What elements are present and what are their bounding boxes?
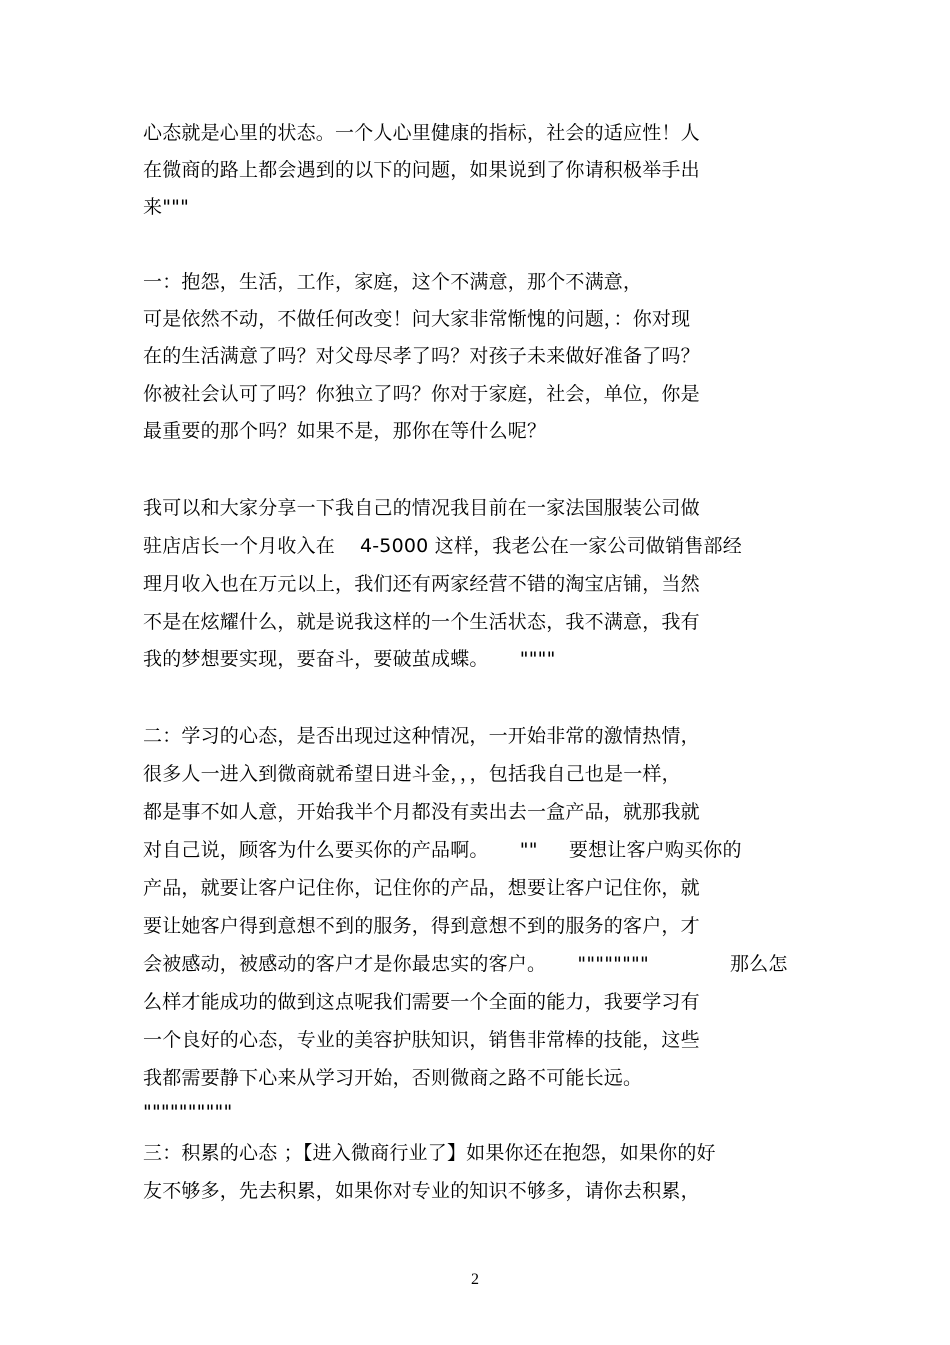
text-line: 要让她客户得到意想不到的服务，得到意想不到的服务的客户，才: [143, 915, 700, 937]
text-line: 来""": [143, 196, 190, 218]
text-line: 很多人一进入到微商就希望日进斗金，，，包括我自己也是一样，: [143, 763, 681, 785]
text-line: 么样才能成功的做到这点呢我们需要一个全面的能力，我要学习有: [143, 991, 700, 1013]
text-line: 不是在炫耀什么，就是说我这样的一个生活状态，我不满意，我有: [143, 611, 700, 633]
text-line: 在微商的路上都会遇到的以下的问题，如果说到了你请积极举手出: [143, 159, 700, 181]
text-line: 最重要的那个吗？如果不是，那你在等什么呢？: [143, 420, 547, 442]
text-line: 我的梦想要实现，要奋斗，要破茧成蝶。 """": [143, 648, 556, 670]
text-line: 你被社会认可了吗？你独立了吗？你对于家庭，社会，单位，你是: [143, 383, 700, 405]
page-number: 2: [471, 1271, 479, 1288]
text-line: 对自己说，顾客为什么要买你的产品啊。 "" 要想让客户购买你的: [143, 839, 742, 861]
text-line: 二：学习的心态，是否出现过这种情况，一开始非常的激情热情，: [143, 725, 700, 747]
text-line: 我都需要静下心来从学习开始，否则微商之路不可能长远。: [143, 1067, 643, 1089]
text-line: 一：抱怨，生活，工作，家庭，这个不满意，那个不满意，: [143, 271, 643, 293]
text-line: 都是事不如人意，开始我半个月都没有卖出去一盒产品，就那我就: [143, 801, 700, 823]
text-line: 可是依然不动，不做任何改变！问大家非常惭愧的问题，：你对现: [143, 308, 691, 330]
text-line: 我可以和大家分享一下我自己的情况我目前在一家法国服装公司做: [143, 497, 700, 519]
text-line: 理月收入也在万元以上，我们还有两家经营不错的淘宝店铺，当然: [143, 573, 700, 595]
text-line: 三：积累的心态 ；【进入微商行业了】如果你还在抱怨，如果你的好: [143, 1142, 716, 1164]
text-line: 一个良好的心态，专业的美容护肤知识，销售非常棒的技能，这些: [143, 1029, 700, 1051]
text-line: 驻店店长一个月收入在 4-5000 这样，我老公在一家公司做销售部经: [143, 535, 742, 557]
text-line: 心态就是心里的状态。一个人心里健康的指标，社会的适应性！人: [143, 122, 700, 144]
text-line: 友不够多，先去积累，如果你对专业的知识不够多，请你去积累，: [143, 1180, 700, 1202]
text-line: 在的生活满意了吗？对父母尽孝了吗？对孩子未来做好准备了吗？: [143, 345, 700, 367]
text-line: 产品，就要让客户记住你，记住你的产品，想要让客户记住你，就: [143, 877, 700, 899]
text-line: 会被感动，被感动的客户才是你最忠实的客户。 """""""" 那么怎: [143, 953, 788, 975]
text-line: """""""""": [143, 1101, 233, 1123]
